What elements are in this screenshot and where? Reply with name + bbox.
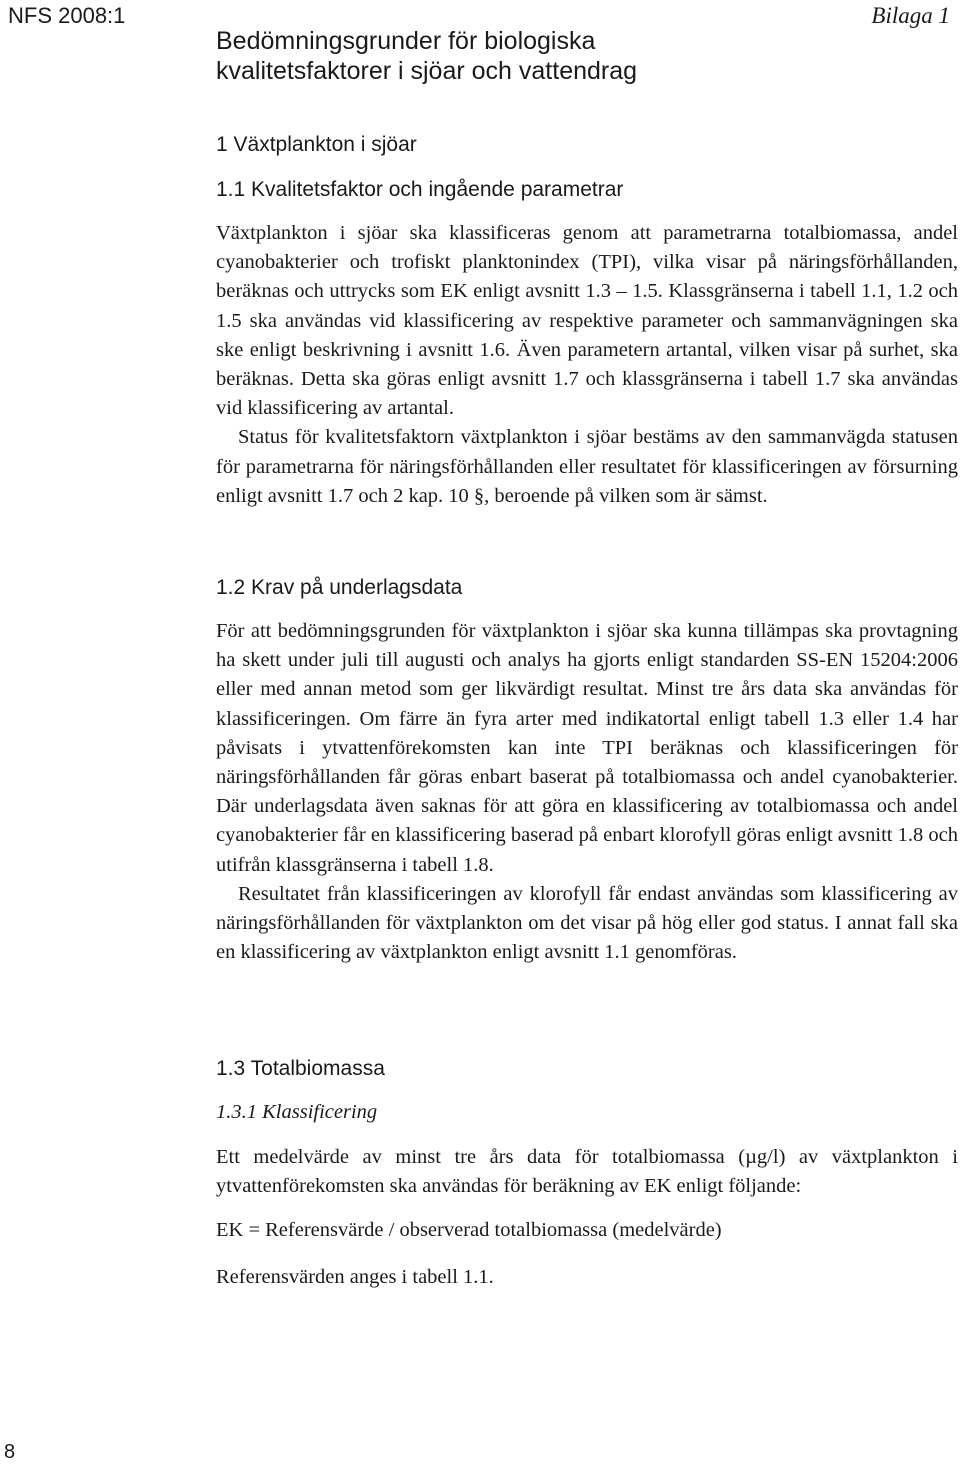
section-1-1-body xyxy=(216,219,958,511)
page-number: 8 xyxy=(4,1441,16,1463)
section-1-1-paragraph-2: Status för kvalitetsfaktorn växtplankton i sjöar bestäms av den sammanvägda statusen för parametrarna för näringsförhållanden eller resultatet för klassificeringen av försurning enligt avsnitt 1.7 och 2 kap. 10 §, beroende på vilken som är sämst. xyxy=(216,426,958,507)
section-1-1-heading: 1.1 Kvalitetsfaktor och ingående parametrar xyxy=(216,178,624,201)
document-title xyxy=(216,26,936,86)
section-1-2-body xyxy=(216,617,958,967)
document-title-line-2: kvalitetsfaktorer i sjöar och vattendrag xyxy=(216,57,638,85)
ek-formula: EK = Referensvärde / observerad totalbiomassa (medelvärde) xyxy=(216,1219,722,1241)
document-title-line-1: Bedömningsgrunder för biologiska xyxy=(216,27,596,55)
section-1-3-1-subheading: 1.3.1 Klassificering xyxy=(216,1101,378,1123)
section-1-2-paragraph-1: För att bedömningsgrunden för växtplankton i sjöar ska kunna tillämpas ska provtagning ha skett under juli till augusti och analys ha gjorts enligt standarden SS-EN 15204:2006 eller med annan metod som ger likvärdigt resultat. Minst tre års data ska användas för klassificeringen. Om färre än fyra arter med indikatortal enligt tabell 1.3 eller 1.4 har påvisats i ytvattenförekomsten kan inte TPI beräknas och klassificeringen för näringsförhållanden får göras enbart baserat på totalbiomassa och andel cyanobakterier. Där underlagsdata även saknas för att göra en klassificering av totalbiomassa och andel cyanobakterier får en klassificering baserad på enbart klorofyll göras enligt avsnitt 1.8 och utifrån klassgränserna i tabell 1.8. xyxy=(216,620,958,876)
section-1-heading: 1 Växtplankton i sjöar xyxy=(216,133,417,156)
section-1-3-heading: 1.3 Totalbiomassa xyxy=(216,1057,385,1080)
reference-note: Referensvärden anges i tabell 1.1. xyxy=(216,1266,494,1288)
section-1-3-body xyxy=(216,1143,958,1201)
section-1-1-paragraph-1: Växtplankton i sjöar ska klassificeras genom att parametrarna totalbiomassa, andel cyanobakterier och trofiskt planktonindex (TPI), vilka visar på näringsförhållanden, beräknas och uttrycks som EK enligt avsnitt 1.3 – 1.5. Klassgränserna i tabell 1.1, 1.2 och 1.5 ska användas vid klassificering av respektive parameter och sammanvägningen ska ske enligt beskrivning i avsnitt 1.6. Även parametern artantal, vilken visar på surhet, ska beräknas. Detta ska göras enligt avsnitt 1.7 och klassgränserna i tabell 1.7 ska användas vid klassificering av artantal. xyxy=(216,222,958,420)
section-1-2-heading: 1.2 Krav på underlagsdata xyxy=(216,576,463,599)
section-1-3-paragraph-1: Ett medelvärde av minst tre års data för totalbiomassa (µg/l) av växtplankton i ytvattenförekomsten ska användas för beräkning av EK enligt följande: xyxy=(216,1146,958,1198)
section-1-2-paragraph-2: Resultatet från klassificeringen av klorofyll får endast användas som klassificering av näringsförhållanden för växtplankton om det visar på hög eller god status. I annat fall ska en klassificering av växtplankton enligt avsnitt 1.1 genomföras. xyxy=(216,882,958,964)
appendix-label: Bilaga 1 xyxy=(871,3,950,28)
document-code: NFS 2008:1 xyxy=(8,3,126,28)
